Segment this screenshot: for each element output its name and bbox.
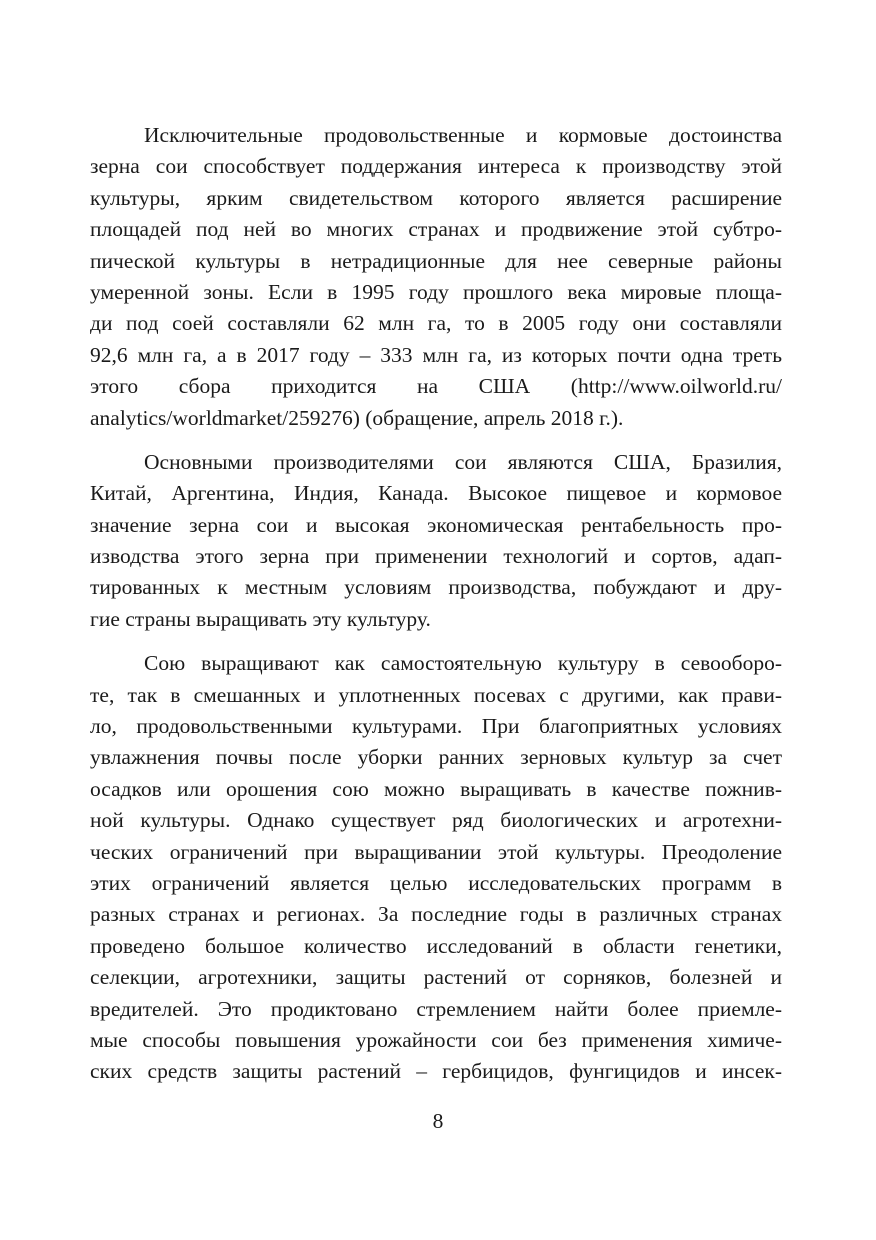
body-text <box>90 120 782 1101</box>
text-line: Исключительные продовольственные и кормовые достоинства <box>144 123 782 147</box>
text-line: мые способы повышения урожайности сои без применения химиче- <box>90 1027 782 1052</box>
text-line: значение зерна сои и высокая экономическая рентабельность про- <box>90 512 782 537</box>
text-line: те, так в смешанных и уплотненных посевах с другими, как прави- <box>90 682 782 707</box>
text-line: изводства этого зерна при применении технологий и сортов, адап- <box>90 544 782 569</box>
text-line: 92,6 млн га, а в 2017 году – 333 млн га, из которых почти одна треть <box>90 342 782 367</box>
text-line: проведено большое количество исследований в области генетики, <box>90 933 782 958</box>
paragraph-3 <box>90 648 782 1087</box>
text-line: пической культуры в нетрадиционные для нее северные районы <box>90 248 782 273</box>
text-line: культуры, ярким свидетельством которого является расширение <box>90 185 782 210</box>
text-line: ских средств защиты растений – гербицидов, фунгицидов и инсек- <box>90 1059 782 1084</box>
text-line: площадей под ней во многих странах и продвижение этой субтро- <box>90 217 782 242</box>
text-line: умеренной зоны. Если в 1995 году прошлого века мировые площа- <box>90 279 782 304</box>
text-line: осадков или орошения сою можно выращивать в качестве пожнив- <box>90 776 782 801</box>
page-number: 8 <box>432 1109 444 1133</box>
text-line: разных странах и регионах. За последние годы в различных странах <box>90 902 782 927</box>
text-line: ло, продовольственными культурами. При благоприятных условиях <box>90 714 782 739</box>
text-line: Основными производителями сои являются США, Бразилия, <box>144 449 782 474</box>
text-line: вредителей. Это продиктовано стремлением найти более приемле- <box>90 996 782 1021</box>
text-line: ди под соей составляли 62 млн га, то в 2005 году они составляли <box>90 311 782 336</box>
paragraph-2 <box>90 447 782 635</box>
text-line: селекции, агротехники, защиты растений от сорняков, болезней и <box>90 965 782 990</box>
text-line: этого сбора приходится на США (http://www.oilworld.ru/ <box>90 374 782 399</box>
text-line: зерна сои способствует поддержания интереса к производству этой <box>90 154 782 179</box>
text-line: Сою выращивают как самостоятельную культуру в севооборо- <box>144 651 782 676</box>
text-line: этих ограничений является целью исследовательских программ в <box>90 870 782 895</box>
text-line: analytics/worldmarket/259276) (обращение, апрель 2018 г.). <box>90 405 624 430</box>
text-line: тированных к местным условиям производства, побуждают и дру- <box>90 575 782 600</box>
text-line: гие страны выращивать эту культуру. <box>90 606 431 631</box>
paragraph-1 <box>90 120 782 434</box>
text-line: ческих ограничений при выращивании этой культуры. Преодоление <box>90 839 782 864</box>
text-line: ной культуры. Однако существует ряд биологических и агротехни- <box>90 808 782 833</box>
text-line: Китай, Аргентина, Индия, Канада. Высокое пищевое и кормовое <box>90 481 782 506</box>
text-line: увлажнения почвы после уборки ранних зерновых культур за счет <box>90 745 782 770</box>
